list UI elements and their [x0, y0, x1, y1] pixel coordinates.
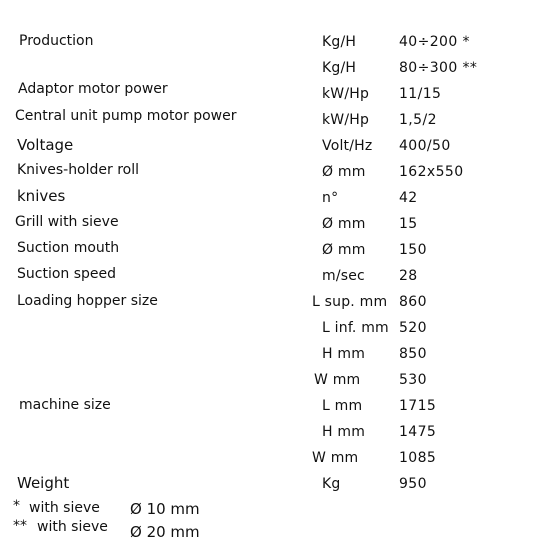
production-label: Production — [19, 33, 94, 49]
knives-unit: n° — [322, 190, 339, 206]
footnote-2-marker: ** — [13, 518, 27, 534]
loading-hopper-size-label: Loading hopper size — [17, 293, 158, 309]
suction-speed-value: 28 — [399, 268, 418, 284]
hopper-l-inf-unit: L inf. mm — [322, 320, 389, 336]
footnote-1-text: with sieve — [29, 500, 100, 516]
machine-h-unit: H mm — [322, 424, 366, 440]
weight-value: 950 — [399, 476, 427, 492]
production-value-1: 40÷200 * — [399, 34, 470, 50]
adaptor-motor-power-unit: kW/Hp — [322, 86, 370, 102]
central-pump-power-value: 1,5/2 — [399, 112, 437, 128]
production-unit-1: Kg/H — [322, 34, 357, 50]
weight-unit: Kg — [322, 476, 341, 492]
footnote-2-value: Ø 20 mm — [130, 523, 200, 541]
machine-size-label: machine size — [19, 397, 111, 413]
suction-speed-unit: m/sec — [322, 268, 365, 284]
machine-l-unit: L mm — [322, 398, 363, 414]
suction-mouth-unit: Ø mm — [322, 242, 366, 258]
footnote-1-value: Ø 10 mm — [130, 500, 200, 518]
grill-with-sieve-unit: Ø mm — [322, 216, 366, 232]
production-value-2: 80÷300 ** — [399, 60, 478, 76]
knives-holder-roll-value: 162x550 — [399, 164, 464, 180]
hopper-l-sup-unit: L sup. mm — [312, 294, 388, 310]
hopper-h-unit: H mm — [322, 346, 366, 362]
footnote-2-text: with sieve — [37, 519, 108, 535]
voltage-label: Voltage — [17, 136, 74, 154]
knives-label: knives — [17, 187, 66, 205]
adaptor-motor-power-value: 11/15 — [399, 86, 442, 102]
knives-value: 42 — [399, 190, 418, 206]
footnote-1-marker: * — [13, 498, 20, 514]
voltage-unit: Volt/Hz — [322, 138, 373, 154]
knives-holder-roll-unit: Ø mm — [322, 164, 366, 180]
hopper-w-unit: W mm — [314, 372, 361, 388]
central-pump-power-label: Central unit pump motor power — [15, 108, 237, 124]
hopper-l-inf-value: 520 — [399, 320, 427, 336]
adaptor-motor-power-label: Adaptor motor power — [18, 81, 168, 97]
hopper-l-sup-value: 860 — [399, 294, 427, 310]
suction-mouth-value: 150 — [399, 242, 427, 258]
grill-with-sieve-label: Grill with sieve — [15, 214, 119, 230]
hopper-w-value: 530 — [399, 372, 427, 388]
machine-w-value: 1085 — [399, 450, 437, 466]
suction-mouth-label: Suction mouth — [17, 240, 120, 256]
weight-label: Weight — [17, 474, 70, 492]
machine-h-value: 1475 — [399, 424, 437, 440]
machine-l-value: 1715 — [399, 398, 437, 414]
machine-w-unit: W mm — [312, 450, 359, 466]
central-pump-power-unit: kW/Hp — [322, 112, 370, 128]
hopper-h-value: 850 — [399, 346, 427, 362]
production-unit-2: Kg/H — [322, 60, 357, 76]
knives-holder-roll-label: Knives-holder roll — [17, 162, 140, 178]
voltage-value: 400/50 — [399, 138, 451, 154]
suction-speed-label: Suction speed — [17, 266, 117, 282]
grill-with-sieve-value: 15 — [399, 216, 418, 232]
